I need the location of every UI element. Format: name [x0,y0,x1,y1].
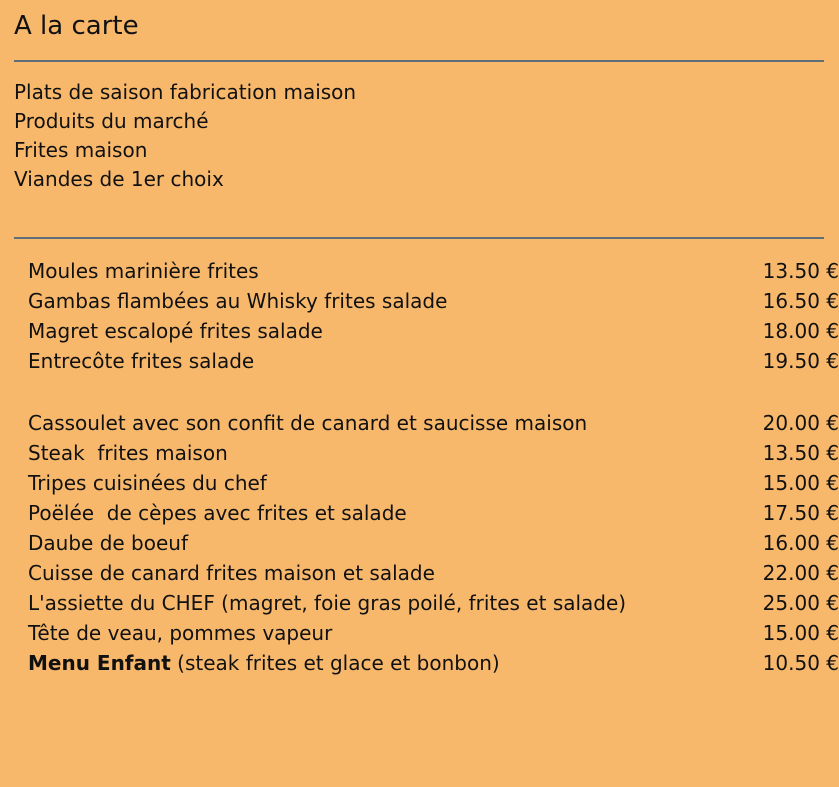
dish-price: 16.00 € [762,531,839,555]
dish-name: Daube de boeuf [28,531,188,555]
dish-name: Cassoulet avec son confit de canard et saucisse maison [28,411,588,435]
menu-row [28,408,839,438]
dish-price: 18.00 € [762,319,839,343]
menu-row [28,588,839,618]
intro-line: Plats de saison fabrication maison [14,80,357,104]
menu-row [28,346,839,376]
dish-price: 19.50 € [762,349,839,373]
kids-menu-label: Menu Enfant [28,651,171,675]
menu-row [28,468,839,498]
dish-price: 25.00 € [762,591,839,615]
dish-name: Tête de veau, pommes vapeur [28,621,333,645]
dish-name: Cuisse de canard frites maison et salade [28,561,435,585]
dish-price: 13.50 € [762,441,839,465]
dish-name: Steak frites maison [28,441,228,465]
menu-spacer [28,376,839,408]
menu-table [28,256,839,678]
menu-row [28,256,839,286]
kids-menu-details: (steak frites et glace et bonbon) [170,651,500,675]
dish-name: Moules marinière frites [28,259,259,283]
menu-row [28,528,839,558]
dish-price: 15.00 € [762,621,839,645]
divider-middle [14,237,824,239]
dish-name: Entrecôte frites salade [28,349,255,373]
page-title: A la carte [14,11,139,41]
menu-row [28,286,839,316]
menu-row [28,316,839,346]
menu-row [28,498,839,528]
dish-price: 13.50 € [762,259,839,283]
kids-menu-name [28,648,763,678]
dish-price: 17.50 € [762,501,839,525]
dish-name: Gambas flambées au Whisky frites salade [28,289,448,313]
dish-name: Tripes cuisinées du chef [28,471,267,495]
menu-row [28,618,839,648]
dish-price: 20.00 € [762,411,839,435]
dish-price: 16.50 € [762,289,839,313]
menu-row [28,558,839,588]
intro-line: Viandes de 1er choix [14,167,224,191]
divider-top [14,60,824,62]
menu-row-kids [28,648,839,678]
intro-line: Produits du marché [14,109,209,133]
intro-list [14,78,356,194]
menu-row [28,438,839,468]
dish-name: Poëlée de cèpes avec frites et salade [28,501,407,525]
dish-name: L'assiette du CHEF (magret, foie gras poilé, frites et salade) [28,591,627,615]
dish-price: 10.50 € [762,651,839,675]
dish-price: 15.00 € [762,471,839,495]
dish-price: 22.00 € [762,561,839,585]
dish-name: Magret escalopé frites salade [28,319,323,343]
intro-line: Frites maison [14,138,148,162]
